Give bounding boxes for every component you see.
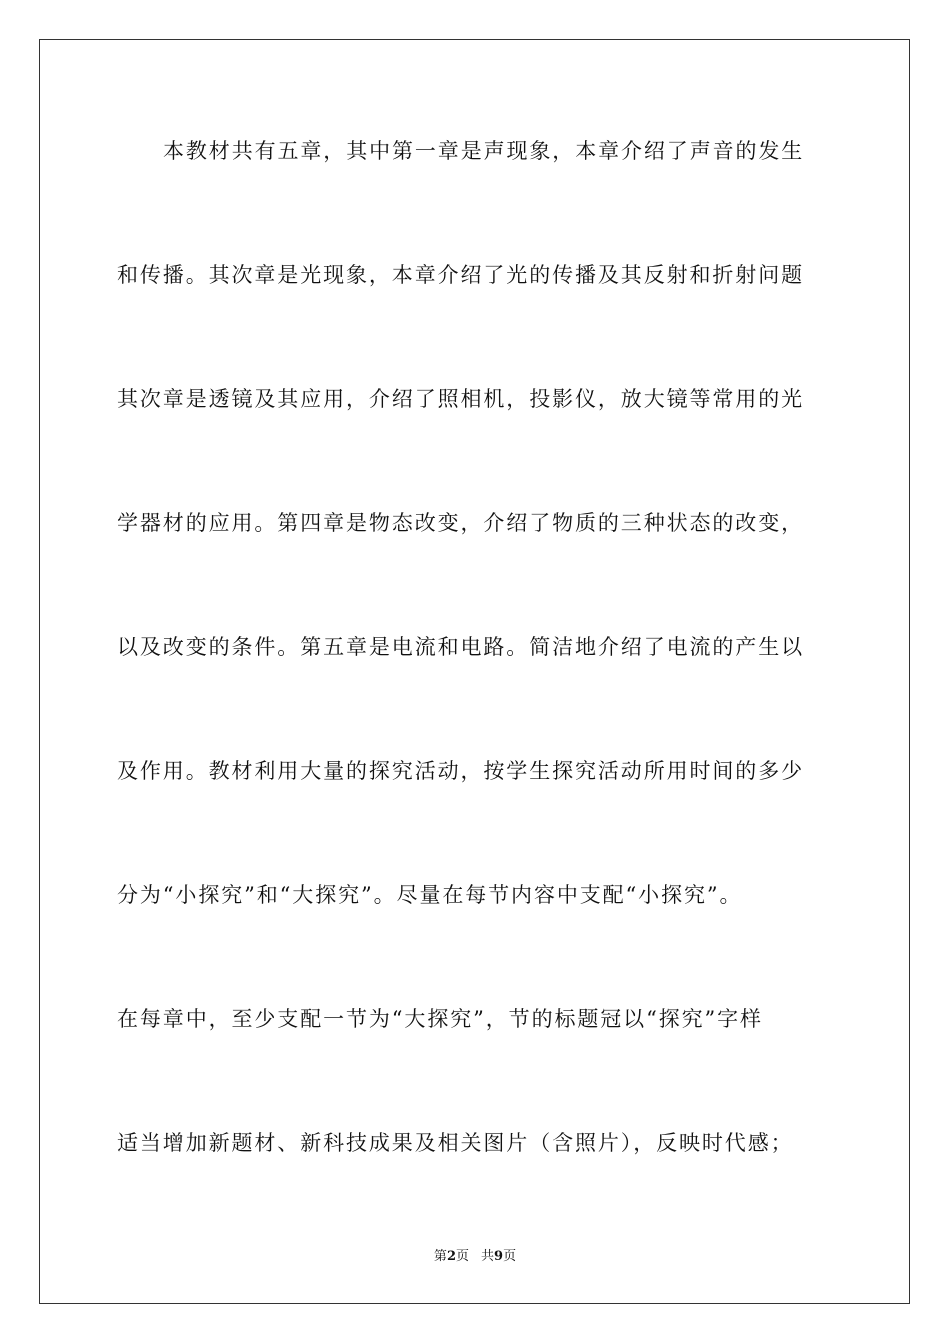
paragraph-line: 其次章是透镜及其应用，介绍了照相机，投影仪，放大镜等常用的光	[117, 387, 804, 411]
paragraph-line: 和传播。其次章是光现象，本章介绍了光的传播及其反射和折射问题	[117, 263, 804, 287]
paragraph-line: 适当增加新题材、新科技成果及相关图片（含照片），反映时代感；	[117, 1131, 794, 1155]
paragraph-line: 本教材共有五章，其中第一章是声现象，本章介绍了声音的发生	[163, 139, 805, 163]
page-footer	[0, 1248, 950, 1266]
page-border	[39, 39, 910, 1304]
paragraph-line: 学器材的应用。第四章是物态改变，介绍了物质的三种状态的改变，	[117, 511, 804, 535]
paragraph-line: 及作用。教材利用大量的探究活动，按学生探究活动所用时间的多少	[117, 759, 804, 783]
page-number-label: 第2页	[433, 1249, 469, 1264]
paragraph-line: 以及改变的条件。第五章是电流和电路。简洁地介绍了电流的产生以	[117, 635, 804, 659]
total-page-count: 9	[494, 1249, 504, 1264]
current-page-number: 2	[446, 1249, 456, 1264]
paragraph-line: 分为“小探究”和“大探究”。尽量在每节内容中支配“小探究”。	[117, 883, 743, 907]
paragraph-line: 在每章中，至少支配一节为“大探究”，节的标题冠以“探究”字样	[117, 1007, 763, 1031]
total-pages-label: 共9页	[481, 1249, 517, 1264]
